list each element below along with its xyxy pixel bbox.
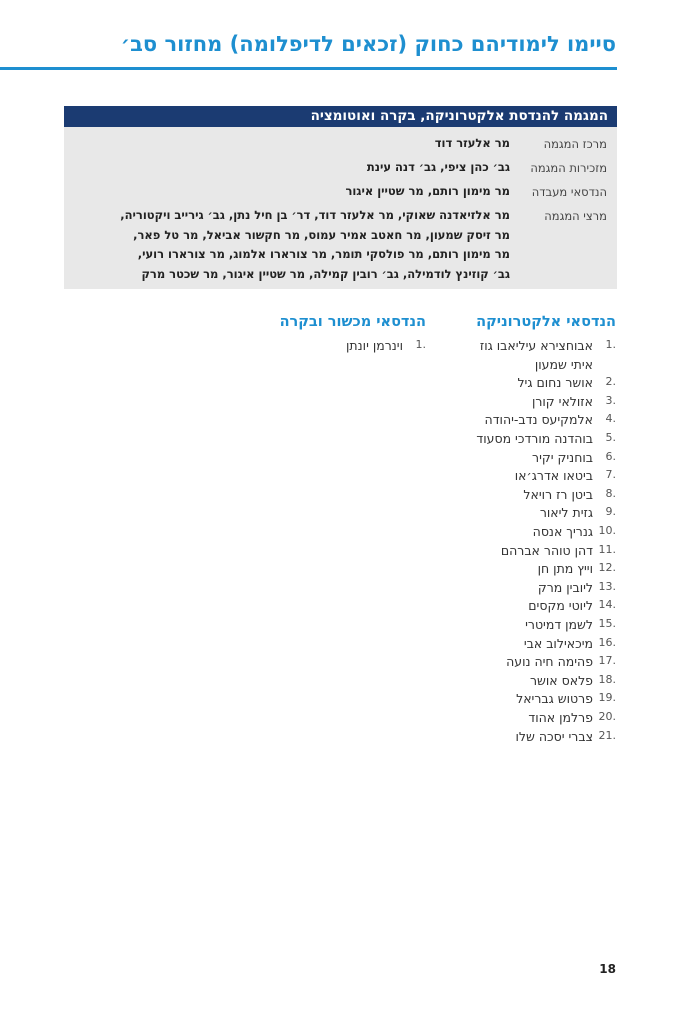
role-value-lecturers bbox=[110, 206, 510, 284]
list-item-number: 4. bbox=[605, 412, 616, 426]
list-item-name: פרלמן אהוד bbox=[528, 710, 593, 725]
list-item-number: 2. bbox=[605, 375, 616, 389]
list-item-number: 1. bbox=[605, 338, 616, 351]
list-item-name: גנריך אנסה bbox=[532, 524, 593, 539]
list-item bbox=[416, 431, 616, 449]
list-item-number: 20. bbox=[598, 710, 616, 723]
list-item-name: פהימה חיה נועה bbox=[506, 654, 593, 670]
role-line: מר מימון רותם, מר שטיין איגור bbox=[345, 184, 510, 198]
column-title-instrumentation: הנדסאי מכשור ובקרה bbox=[279, 314, 426, 330]
list-item-name: ליוטי מקסים bbox=[528, 598, 593, 614]
list-item-name: בוחניק יקיר bbox=[532, 449, 593, 465]
list-item bbox=[416, 710, 616, 728]
list-item bbox=[416, 691, 616, 709]
list-item-number: 21. bbox=[598, 728, 616, 742]
list-item-name: ביטאו אדרג׳או bbox=[514, 468, 593, 484]
list-item-number: 12. bbox=[598, 561, 616, 575]
list-item-name: מיכאילוב אבי bbox=[523, 635, 593, 651]
list-item bbox=[226, 338, 426, 356]
role-value-coordinator bbox=[110, 134, 510, 154]
list-item-name: ליובין מרק bbox=[537, 579, 593, 595]
list-item bbox=[416, 412, 616, 430]
list-item-name: איתי שמעון bbox=[534, 356, 593, 372]
list-item bbox=[416, 468, 616, 486]
list-item-name: דהן טוהר אברהם bbox=[500, 542, 593, 558]
list-item bbox=[416, 654, 616, 672]
list-item bbox=[416, 543, 616, 561]
list-item-number: 8. bbox=[605, 486, 616, 500]
list-item-name: אלמקיעס נדב-יהודה bbox=[484, 412, 593, 428]
list-item bbox=[416, 375, 616, 393]
title-divider bbox=[0, 67, 617, 70]
list-item bbox=[416, 580, 616, 598]
department-header: המגמה להנדסת אלקטרוניקה, בקרה ואוטומציה bbox=[64, 106, 617, 127]
list-item-name: גזית ליאור bbox=[539, 505, 593, 521]
role-line: גב׳ קוזינץ לודמילה, גב׳ רובין קמילה, מר שטיין איגור, מר שכטר מרק bbox=[141, 266, 510, 281]
list-item bbox=[416, 487, 616, 505]
role-label-coordinator: מרכז המגמה bbox=[543, 137, 607, 151]
role-label-lab-engineers: הנדסאי מעבדה bbox=[531, 185, 607, 199]
list-item-number: 18. bbox=[598, 672, 616, 686]
role-line: מר זיסק שמעון, מר חאטב אמיר עמוס, מר חקשור אביאל, מר טל פאר, bbox=[133, 227, 510, 242]
list-item bbox=[416, 394, 616, 412]
list-item bbox=[416, 636, 616, 654]
list-item-name: צברי יסכה שלו bbox=[515, 728, 593, 744]
list-item-number: 16. bbox=[598, 635, 616, 649]
list-item bbox=[416, 524, 616, 542]
list-item-name: אזולאי קורן bbox=[531, 393, 593, 409]
list-item-number: 5. bbox=[605, 431, 616, 444]
list-item-number: 9. bbox=[605, 505, 616, 519]
role-value-lab-engineers bbox=[110, 182, 510, 202]
list-item-name: אושר נחום גיל bbox=[517, 375, 593, 391]
list-item-name: אבוחצירא עיליאבו גוז bbox=[479, 338, 593, 353]
list-item-name: פלאס אושר bbox=[529, 672, 593, 688]
role-line: גב׳ כהן ציפי, גב׳ דנה עינת bbox=[366, 160, 510, 174]
list-item bbox=[416, 729, 616, 747]
role-label-lecturers: מרצי המגמה bbox=[544, 209, 607, 223]
role-line: מר אלזיאדנה שאוקי, מר אלעזר דוד, דר׳ בן חיל נתן, גב׳ גירייב ויקטוריה, bbox=[120, 208, 510, 222]
page-title: סיימו לימודיהם כחוק (זכאים לדיפלומה) מחזור סב׳ bbox=[120, 32, 616, 56]
list-item-number: 7. bbox=[605, 468, 616, 482]
list-item bbox=[416, 450, 616, 468]
page-number: 18 bbox=[599, 962, 616, 976]
list-item-number: 11. bbox=[598, 542, 616, 556]
list-item bbox=[416, 561, 616, 579]
list-item bbox=[416, 673, 616, 691]
list-item-number: 14. bbox=[598, 598, 616, 612]
list-item-number: 1. bbox=[415, 338, 426, 351]
list-item-name: ביטן רז רויאל bbox=[523, 486, 593, 502]
list-item-name: וייץ מתן חן bbox=[537, 561, 593, 577]
list-item-number: 19. bbox=[598, 691, 616, 705]
list-item bbox=[416, 357, 616, 375]
role-value-secretariat bbox=[110, 158, 510, 178]
list-item-name: וינרמן יונתן bbox=[346, 338, 403, 353]
role-line: מר אלעזר דוד bbox=[434, 136, 510, 150]
department-panel bbox=[64, 106, 617, 289]
list-item-number: 15. bbox=[598, 617, 616, 630]
list-item bbox=[416, 617, 616, 635]
list-item bbox=[416, 338, 616, 356]
list-item bbox=[416, 505, 616, 523]
list-item-number: 17. bbox=[598, 654, 616, 668]
list-item-number: 13. bbox=[598, 579, 616, 593]
list-item-number: 6. bbox=[605, 449, 616, 463]
column-title-electronics: הנדסאי אלקטרוניקה bbox=[476, 314, 616, 330]
list-item bbox=[416, 598, 616, 616]
list-item-number: 10. bbox=[598, 524, 616, 537]
role-line: מר מימון רותם, מר פולסקי תומר, מר צורארו אלמוג, מר צורארו רועי, bbox=[137, 247, 510, 261]
list-item-name: לשמן דמיטרי bbox=[525, 617, 593, 632]
list-item-number: 3. bbox=[605, 393, 616, 407]
list-item-name: בוהדנה מורדכי מסעוד bbox=[476, 431, 593, 446]
list-item-name: פרטוש גבריאל bbox=[516, 691, 593, 707]
role-label-secretariat: מזכירות המגמה bbox=[530, 161, 607, 175]
